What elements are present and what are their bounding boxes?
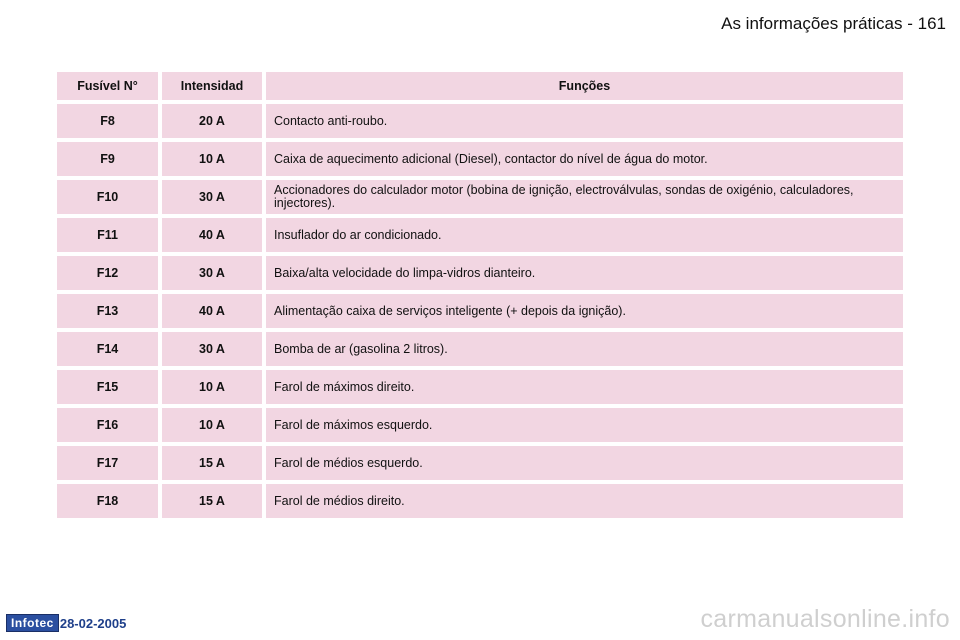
table-row	[57, 142, 903, 176]
function-cell: Bomba de ar (gasolina 2 litros).	[262, 332, 903, 366]
table-row	[57, 484, 903, 518]
function-cell: Farol de médios esquerdo.	[262, 446, 903, 480]
function-cell: Accionadores do calculador motor (bobina de ignição, electroválvulas, sondas de oxigénio, calculadores, injectores).	[262, 180, 903, 214]
intensity-cell: 10 A	[158, 408, 262, 442]
function-cell: Caixa de aquecimento adicional (Diesel), contactor do nível de água do motor.	[262, 142, 903, 176]
table-header-row	[57, 72, 903, 100]
intensity-cell: 15 A	[158, 446, 262, 480]
page-title: As informações práticas - 161	[721, 14, 946, 33]
fuse-number-cell: F11	[57, 218, 158, 252]
function-cell: Farol de máximos esquerdo.	[262, 408, 903, 442]
column-header-functions: Funções	[262, 72, 903, 100]
column-header-intensity: Intensidad	[158, 72, 262, 100]
table-row	[57, 370, 903, 404]
watermark: carmanualsonline.info	[700, 605, 950, 633]
fuse-number-cell: F16	[57, 408, 158, 442]
table-row	[57, 446, 903, 480]
function-cell: Baixa/alta velocidade do limpa-vidros dianteiro.	[262, 256, 903, 290]
intensity-cell: 30 A	[158, 180, 262, 214]
footer-branding	[6, 614, 126, 632]
fuse-number-cell: F10	[57, 180, 158, 214]
fuse-number-cell: F14	[57, 332, 158, 366]
fuse-number-cell: F18	[57, 484, 158, 518]
table-row	[57, 408, 903, 442]
intensity-cell: 15 A	[158, 484, 262, 518]
table-row	[57, 218, 903, 252]
table-row	[57, 256, 903, 290]
fuse-number-cell: F17	[57, 446, 158, 480]
fuse-number-cell: F12	[57, 256, 158, 290]
intensity-cell: 20 A	[158, 104, 262, 138]
function-cell: Insuflador do ar condicionado.	[262, 218, 903, 252]
intensity-cell: 10 A	[158, 142, 262, 176]
fuse-number-cell: F9	[57, 142, 158, 176]
intensity-cell: 40 A	[158, 218, 262, 252]
table-row	[57, 104, 903, 138]
publication-date: 28-02-2005	[59, 615, 127, 631]
table-row	[57, 332, 903, 366]
fuse-number-cell: F8	[57, 104, 158, 138]
function-cell: Alimentação caixa de serviços inteligente (+ depois da ignição).	[262, 294, 903, 328]
fuse-table	[57, 68, 903, 522]
function-cell: Farol de máximos direito.	[262, 370, 903, 404]
fuse-number-cell: F13	[57, 294, 158, 328]
function-cell: Contacto anti-roubo.	[262, 104, 903, 138]
infotec-logo: Infotec	[6, 614, 59, 632]
intensity-cell: 30 A	[158, 256, 262, 290]
table-row	[57, 294, 903, 328]
table-row	[57, 180, 903, 214]
intensity-cell: 10 A	[158, 370, 262, 404]
column-header-fuse-number: Fusível N°	[57, 72, 158, 100]
intensity-cell: 30 A	[158, 332, 262, 366]
intensity-cell: 40 A	[158, 294, 262, 328]
function-cell: Farol de médios direito.	[262, 484, 903, 518]
fuse-number-cell: F15	[57, 370, 158, 404]
